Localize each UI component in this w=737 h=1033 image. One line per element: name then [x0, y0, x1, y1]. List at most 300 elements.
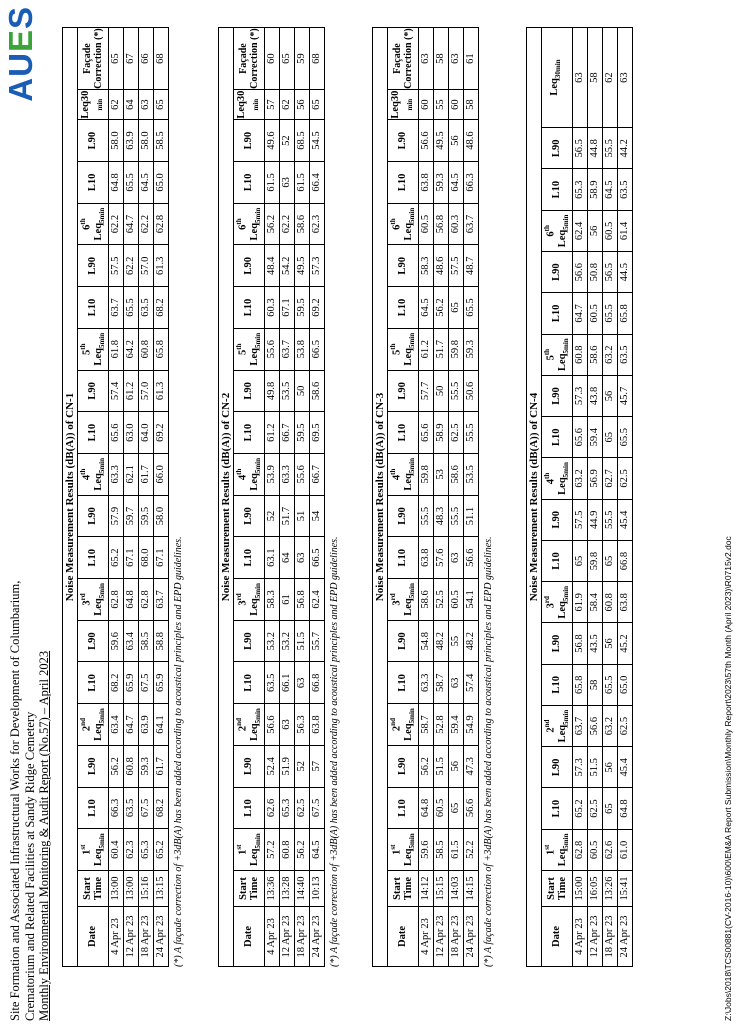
- ordinal-number: 1: [81, 849, 93, 855]
- value-cell: 59.3: [433, 162, 448, 204]
- col-header-l10: L10: [234, 537, 265, 579]
- value-cell: 60: [418, 90, 433, 120]
- value-cell: 69.5: [309, 412, 324, 454]
- ordinal-number: 6: [237, 224, 249, 230]
- value-cell: 60.8: [279, 829, 294, 871]
- value-cell: 61.0: [617, 829, 632, 870]
- date-label: Date: [397, 926, 409, 947]
- value-cell: 63: [138, 90, 153, 120]
- value-cell: 63.7: [279, 328, 294, 370]
- table-title-row: [63, 28, 78, 967]
- table-row: [309, 28, 324, 967]
- value-cell: 58: [433, 28, 448, 90]
- col-header-leq-6: [78, 203, 109, 245]
- col-header-leq-5: [78, 328, 109, 370]
- value-cell: 61.7: [153, 745, 168, 787]
- ordinal-suffix: th: [389, 468, 397, 475]
- value-cell: 58.3: [264, 579, 279, 621]
- value-cell: 53: [433, 453, 448, 495]
- leq30-label: Leq30: [79, 90, 91, 119]
- noise-table-block: [62, 27, 187, 967]
- leq-label: Leq: [402, 348, 414, 366]
- start-time-cell: 13:15: [153, 871, 168, 907]
- start-time-cell: 14:40: [294, 871, 309, 907]
- value-cell: 63: [448, 662, 463, 704]
- value-cell: 62.5: [617, 458, 632, 499]
- value-cell: 50.6: [463, 370, 478, 412]
- value-cell: 51.7: [433, 328, 448, 370]
- time-label: Time: [92, 876, 104, 901]
- leq-label: Leq: [92, 348, 104, 366]
- value-cell: 63: [448, 28, 463, 90]
- column-header-row: [78, 28, 109, 967]
- value-cell: 56: [448, 745, 463, 787]
- noise-table-block: [218, 27, 343, 967]
- col-header-facade-correction: [388, 28, 419, 90]
- ordinal-suffix: th: [389, 218, 397, 225]
- table-title-row: [527, 28, 542, 967]
- leq-subscript: 5min: [561, 462, 570, 478]
- value-cell: 62.5: [587, 788, 602, 829]
- value-cell: 65.9: [153, 662, 168, 704]
- value-cell: 59.8: [418, 453, 433, 495]
- value-cell: 63.5: [617, 334, 632, 375]
- start-time-cell: 14:03: [448, 871, 463, 907]
- value-cell: 57.9: [108, 495, 123, 537]
- value-cell: 61.5: [264, 162, 279, 204]
- value-cell: 50: [294, 370, 309, 412]
- value-cell: 50: [433, 370, 448, 412]
- time-label: Time: [556, 876, 568, 901]
- leq-subscript: 5min: [253, 833, 262, 849]
- col-header-leq30: [78, 90, 109, 120]
- ordinal-number: 5: [545, 355, 557, 361]
- start-time-cell: 14:15: [463, 871, 478, 907]
- value-cell: 55: [448, 620, 463, 662]
- file-path-footer: Z:\Jobs\2018\TCS00881(CV-2016-10)\600\EM&A Report Submission\Monthly Report\2023\57th Month (April 2023)\R0715v2.doc: [723, 536, 733, 1021]
- value-cell: 63: [617, 28, 632, 128]
- value-cell: 65.8: [572, 664, 587, 705]
- value-cell: 65: [602, 540, 617, 581]
- date-cell: 12 Apr 23: [123, 907, 138, 967]
- ordinal-number: 4: [237, 474, 249, 481]
- leq-subscript: 5min: [253, 457, 262, 474]
- col-header-l10: L10: [234, 662, 265, 704]
- value-cell: 63: [448, 537, 463, 579]
- start-time-cell: 15:00: [572, 871, 587, 907]
- col-header-l10: L10: [388, 537, 419, 579]
- leq-label: Leq: [556, 848, 568, 867]
- value-cell: 52.8: [433, 704, 448, 746]
- value-cell: 64.5: [138, 162, 153, 204]
- col-header-leq-6: [388, 203, 419, 245]
- value-cell: 54.1: [463, 579, 478, 621]
- noise-table-block: [526, 27, 633, 967]
- leq-subscript: 5min: [561, 833, 570, 849]
- value-cell: 51.5: [587, 747, 602, 788]
- ordinal-number: 4: [545, 478, 557, 485]
- value-cell: 54: [309, 495, 324, 537]
- value-cell: 63.5: [123, 787, 138, 829]
- value-cell: 56.3: [294, 704, 309, 746]
- value-cell: 62.2: [123, 245, 138, 287]
- date-cell: 12 Apr 23: [279, 907, 294, 967]
- value-cell: 63.8: [309, 704, 324, 746]
- leq-label: Leq: [402, 598, 414, 616]
- value-cell: 58.6: [418, 579, 433, 621]
- leq-subscript: 5min: [407, 207, 416, 223]
- leq30-label: Leq30: [389, 90, 401, 119]
- col-header-l10: L10: [78, 662, 109, 704]
- col-header-leq30min: [542, 28, 573, 128]
- value-cell: 65.0: [153, 162, 168, 204]
- facade-label: Façade: [391, 43, 403, 74]
- col-header-leq-5: [388, 328, 419, 370]
- leq-subscript: 5min: [407, 708, 416, 724]
- value-cell: 57.4: [463, 662, 478, 704]
- col-header-l90: L90: [234, 620, 265, 662]
- value-cell: 57.0: [138, 245, 153, 287]
- date-cell: 18 Apr 23: [294, 907, 309, 967]
- col-header-leq-1: [78, 829, 109, 871]
- leq-subscript: 5min: [253, 332, 262, 349]
- col-header-date: [234, 907, 265, 967]
- col-header-l10: L10: [542, 664, 573, 705]
- start-time-cell: 13:26: [602, 871, 617, 907]
- ordinal-suffix: th: [235, 218, 243, 225]
- noise-table-block: [372, 27, 497, 967]
- value-cell: 58.5: [153, 120, 168, 162]
- date-cell: 4 Apr 23: [418, 907, 433, 967]
- leq-label: Leq: [92, 848, 104, 866]
- value-cell: 48.3: [433, 495, 448, 537]
- logo-letter: A: [2, 76, 39, 102]
- value-cell: 59.6: [108, 620, 123, 662]
- col-header-facade-correction: [234, 28, 265, 90]
- facade-correction-note: (*) A façade correction of +3dB(A) has been added according to acoustical principles and EPD guidelines.: [482, 536, 494, 967]
- value-cell: 64.8: [617, 788, 632, 829]
- table-row: [448, 28, 463, 967]
- col-header-l10: L10: [388, 162, 419, 204]
- leq-label: Leq: [248, 473, 260, 491]
- table-title: Noise Measurement Results (dB(A)) of CN-1: [63, 28, 78, 967]
- value-cell: 67.1: [279, 287, 294, 329]
- value-cell: 68.2: [153, 787, 168, 829]
- leq-subscript: 5min: [97, 457, 106, 474]
- ordinal-suffix: st: [543, 844, 551, 850]
- aues-logo: [2, 6, 40, 102]
- col-header-l10: L10: [388, 787, 419, 829]
- value-cell: 66: [138, 28, 153, 90]
- header-line-2: Crematorium and Related Facilities at Sandy Ridge Cemetery: [22, 711, 37, 1021]
- col-header-l90: L90: [78, 620, 109, 662]
- start-time-cell: 15:15: [433, 871, 448, 907]
- value-cell: 56.2: [264, 203, 279, 245]
- table-row: [602, 28, 617, 967]
- col-header-start-time: [78, 871, 109, 907]
- value-cell: 63.4: [123, 620, 138, 662]
- ordinal-suffix: nd: [543, 719, 551, 728]
- value-cell: 58.0: [108, 120, 123, 162]
- value-cell: 59.7: [123, 495, 138, 537]
- ordinal-number: 2: [545, 727, 557, 733]
- value-cell: 60.5: [587, 829, 602, 870]
- col-header-leq-4: [78, 453, 109, 495]
- value-cell: 64.5: [418, 287, 433, 329]
- value-cell: 60.5: [433, 787, 448, 829]
- col-header-leq-1: [234, 829, 265, 871]
- value-cell: 58: [587, 28, 602, 128]
- col-header-l90: L90: [234, 370, 265, 412]
- value-cell: 59.4: [587, 417, 602, 458]
- value-cell: 49.8: [264, 370, 279, 412]
- value-cell: 62.3: [123, 829, 138, 871]
- value-cell: 66.8: [617, 540, 632, 581]
- value-cell: 59.8: [448, 328, 463, 370]
- value-cell: 47.3: [463, 745, 478, 787]
- value-cell: 45.7: [617, 375, 632, 416]
- value-cell: 60.8: [572, 334, 587, 375]
- value-cell: 63.2: [602, 705, 617, 746]
- value-cell: 63.7: [463, 203, 478, 245]
- noise-results-table: [218, 27, 325, 967]
- table-row: [153, 28, 168, 967]
- start-time-cell: 13:28: [279, 871, 294, 907]
- col-header-l10: L10: [542, 169, 573, 210]
- col-header-leq-5: [542, 334, 573, 375]
- value-cell: 65.3: [279, 787, 294, 829]
- start-label: Start: [545, 877, 557, 900]
- col-header-l90: L90: [542, 499, 573, 540]
- col-header-l10: L10: [234, 412, 265, 454]
- value-cell: 49.5: [294, 245, 309, 287]
- value-cell: 65.6: [108, 412, 123, 454]
- value-cell: 65: [448, 287, 463, 329]
- value-cell: 65: [279, 28, 294, 90]
- col-header-l10: L10: [388, 412, 419, 454]
- leq30-sub: min: [251, 98, 260, 111]
- col-header-facade-correction: [78, 28, 109, 90]
- col-header-leq-2: [542, 705, 573, 746]
- col-header-l10: L10: [388, 287, 419, 329]
- value-cell: 68.2: [108, 662, 123, 704]
- value-cell: 53.2: [279, 620, 294, 662]
- value-cell: 60.5: [602, 210, 617, 251]
- col-header-leq-6: [234, 203, 265, 245]
- date-label: Date: [551, 926, 563, 947]
- value-cell: 55.5: [448, 495, 463, 537]
- start-time-cell: 15:41: [617, 871, 632, 907]
- table-row: [572, 28, 587, 967]
- value-cell: 61: [463, 28, 478, 90]
- ordinal-suffix: nd: [235, 718, 243, 726]
- table-title-row: [373, 28, 388, 967]
- value-cell: 63: [294, 662, 309, 704]
- ordinal-suffix: st: [235, 844, 243, 850]
- value-cell: 53.2: [264, 620, 279, 662]
- value-cell: 65.3: [138, 829, 153, 871]
- col-header-leq-6: [542, 210, 573, 251]
- ordinal-suffix: th: [79, 468, 87, 475]
- value-cell: 67.5: [138, 787, 153, 829]
- value-cell: 56.6: [463, 787, 478, 829]
- value-cell: 57.5: [108, 245, 123, 287]
- value-cell: 64.5: [448, 162, 463, 204]
- value-cell: 54.2: [279, 245, 294, 287]
- logo-letter: S: [2, 6, 39, 30]
- leq-label: Leq: [402, 473, 414, 491]
- col-header-l90: L90: [388, 120, 419, 162]
- value-cell: 65.8: [617, 293, 632, 334]
- value-cell: 61.3: [153, 245, 168, 287]
- col-header-l90: L90: [234, 495, 265, 537]
- header-line-3: Monthly Environmental Monitoring & Audit Report (No.57) – April 2023: [37, 650, 51, 1021]
- value-cell: 63: [279, 704, 294, 746]
- col-header-l90: L90: [388, 245, 419, 287]
- value-cell: 64: [123, 90, 138, 120]
- value-cell: 58.7: [418, 704, 433, 746]
- value-cell: 53.9: [264, 453, 279, 495]
- ordinal-number: 6: [545, 231, 557, 237]
- value-cell: 66.8: [309, 662, 324, 704]
- date-cell: 18 Apr 23: [602, 907, 617, 967]
- value-cell: 63.8: [617, 582, 632, 623]
- col-header-l90: L90: [388, 370, 419, 412]
- value-cell: 57.5: [572, 499, 587, 540]
- table-row: [433, 28, 448, 967]
- leq-label: Leq: [556, 353, 568, 372]
- value-cell: 45.4: [617, 747, 632, 788]
- correction-label: Correction (*): [402, 28, 414, 89]
- col-header-l10: L10: [78, 787, 109, 829]
- value-cell: 62: [279, 90, 294, 120]
- value-cell: 60: [264, 28, 279, 90]
- value-cell: 68.0: [138, 537, 153, 579]
- ordinal-number: 3: [237, 600, 249, 606]
- col-header-date: [78, 907, 109, 967]
- col-header-l90: L90: [78, 745, 109, 787]
- start-time-cell: 15:16: [138, 871, 153, 907]
- value-cell: 63.5: [138, 287, 153, 329]
- leq-label: Leq: [248, 598, 260, 616]
- leq-label: Leq: [248, 723, 260, 741]
- ordinal-suffix: rd: [79, 593, 87, 601]
- ordinal-number: 1: [545, 849, 557, 856]
- value-cell: 65.3: [572, 169, 587, 210]
- noise-results-table: [62, 27, 169, 967]
- value-cell: 66.0: [153, 453, 168, 495]
- value-cell: 65.0: [617, 664, 632, 705]
- col-header-l90: L90: [388, 620, 419, 662]
- value-cell: 60.5: [418, 203, 433, 245]
- value-cell: 55.5: [463, 412, 478, 454]
- value-cell: 60.5: [448, 579, 463, 621]
- value-cell: 63.3: [418, 662, 433, 704]
- date-cell: 24 Apr 23: [309, 907, 324, 967]
- value-cell: 58.5: [433, 829, 448, 871]
- value-cell: 64.7: [572, 293, 587, 334]
- value-cell: 57: [309, 745, 324, 787]
- ordinal-number: 2: [81, 725, 93, 732]
- value-cell: 62.3: [309, 203, 324, 245]
- value-cell: 66.5: [309, 537, 324, 579]
- table-title: Noise Measurement Results (dB(A)) of CN-2: [219, 28, 234, 967]
- leq30-label: Leq30: [235, 90, 247, 119]
- value-cell: 59: [294, 28, 309, 90]
- leq-subscript: 5min: [253, 583, 262, 599]
- value-cell: 64.7: [123, 704, 138, 746]
- leq-subscript: 5min: [407, 457, 416, 474]
- value-cell: 62.2: [279, 203, 294, 245]
- ordinal-number: 1: [237, 849, 249, 855]
- value-cell: 59.5: [294, 287, 309, 329]
- leq-label: Leq: [402, 723, 414, 741]
- facade-label: Façade: [237, 43, 249, 74]
- date-cell: 24 Apr 23: [617, 907, 632, 967]
- value-cell: 61.8: [108, 328, 123, 370]
- ordinal-number: 4: [81, 474, 93, 481]
- value-cell: 58.3: [418, 245, 433, 287]
- value-cell: 54.5: [309, 120, 324, 162]
- value-cell: 65.2: [108, 537, 123, 579]
- date-cell: 4 Apr 23: [108, 907, 123, 967]
- value-cell: 45.2: [617, 623, 632, 664]
- value-cell: 63: [418, 28, 433, 90]
- value-cell: 57.6: [433, 537, 448, 579]
- value-cell: 62.4: [572, 210, 587, 251]
- col-header-l90: L90: [542, 375, 573, 416]
- table-title: Noise Measurement Results (dB(A)) of CN-3: [373, 28, 388, 967]
- value-cell: 55.7: [309, 620, 324, 662]
- value-cell: 62.6: [264, 787, 279, 829]
- value-cell: 65.5: [602, 293, 617, 334]
- date-cell: 24 Apr 23: [153, 907, 168, 967]
- value-cell: 53.5: [463, 453, 478, 495]
- col-header-date: [542, 907, 573, 967]
- leq-subscript: 5min: [97, 833, 106, 849]
- value-cell: 61: [279, 579, 294, 621]
- ordinal-suffix: th: [235, 343, 243, 350]
- leq-subscript: 5min: [97, 207, 106, 223]
- value-cell: 64.8: [123, 579, 138, 621]
- value-cell: 44.8: [587, 128, 602, 169]
- date-cell: 24 Apr 23: [463, 907, 478, 967]
- value-cell: 64.1: [153, 704, 168, 746]
- leq-subscript: 30min: [554, 59, 563, 79]
- table-row: [264, 28, 279, 967]
- ordinal-suffix: st: [389, 844, 397, 850]
- value-cell: 66.7: [279, 412, 294, 454]
- leq-subscript: 5min: [407, 332, 416, 349]
- value-cell: 63.1: [264, 537, 279, 579]
- value-cell: 58.8: [153, 620, 168, 662]
- value-cell: 51.5: [294, 620, 309, 662]
- value-cell: 44.2: [617, 128, 632, 169]
- value-cell: 66.7: [309, 453, 324, 495]
- value-cell: 65.5: [617, 417, 632, 458]
- col-header-leq-2: [388, 704, 419, 746]
- value-cell: 59.3: [138, 745, 153, 787]
- value-cell: 52: [294, 745, 309, 787]
- col-header-l10: L10: [234, 287, 265, 329]
- col-header-leq-4: [542, 458, 573, 499]
- column-header-row: [388, 28, 419, 967]
- date-cell: 4 Apr 23: [572, 907, 587, 967]
- value-cell: 63.8: [418, 537, 433, 579]
- value-cell: 68: [153, 28, 168, 90]
- time-label: Time: [402, 876, 414, 901]
- ordinal-suffix: th: [79, 343, 87, 350]
